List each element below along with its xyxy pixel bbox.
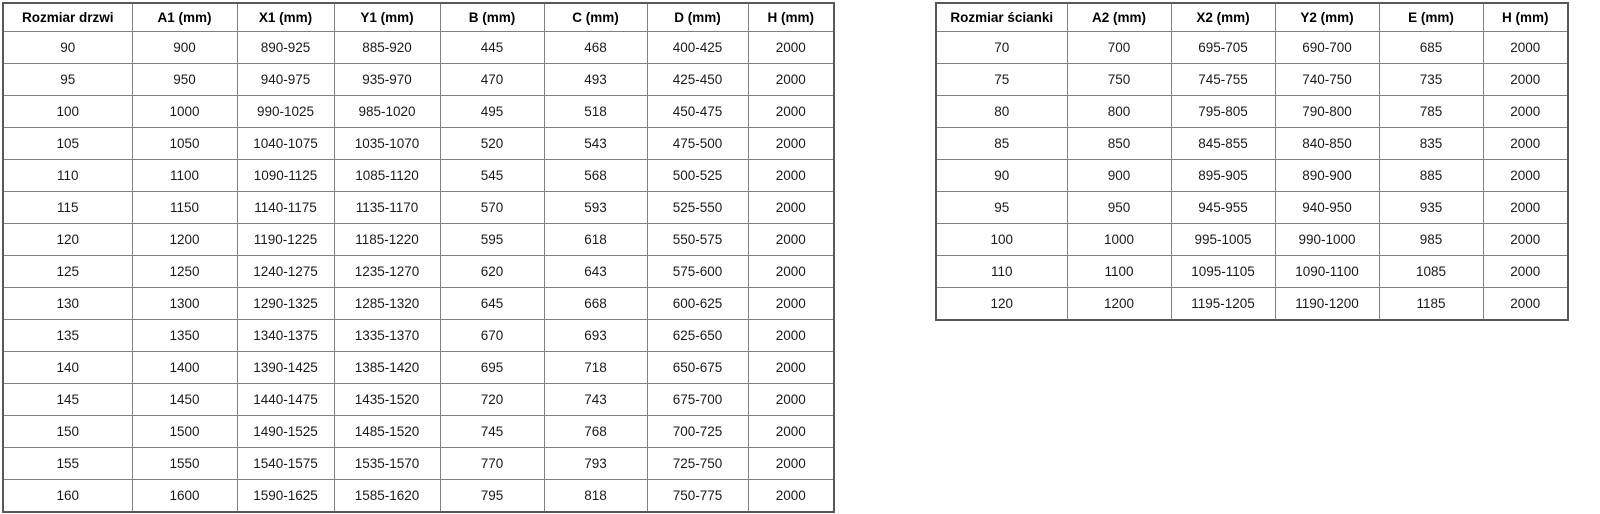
table-cell: 568 xyxy=(544,160,647,192)
table-cell: 2000 xyxy=(748,480,834,513)
table-cell: 1195-1205 xyxy=(1171,288,1275,321)
table-cell: 470 xyxy=(440,64,544,96)
table-cell: 595 xyxy=(440,224,544,256)
table-cell: 575-600 xyxy=(647,256,748,288)
table-cell: 885-920 xyxy=(334,32,440,64)
table-cell: 770 xyxy=(440,448,544,480)
table-cell: 550-575 xyxy=(647,224,748,256)
table-row xyxy=(3,96,834,128)
table-cell: 2000 xyxy=(748,64,834,96)
table-cell: 525-550 xyxy=(647,192,748,224)
column-header: A2 (mm) xyxy=(1067,3,1171,32)
table-cell: 125 xyxy=(3,256,132,288)
table-cell: 1100 xyxy=(132,160,237,192)
table-cell: 1200 xyxy=(1067,288,1171,321)
table-cell: 2000 xyxy=(748,256,834,288)
table-cell: 2000 xyxy=(1483,224,1568,256)
table-row xyxy=(3,288,834,320)
table-cell: 593 xyxy=(544,192,647,224)
table-cell: 675-700 xyxy=(647,384,748,416)
column-header: E (mm) xyxy=(1379,3,1483,32)
table-cell: 643 xyxy=(544,256,647,288)
table-cell: 935-970 xyxy=(334,64,440,96)
table-cell: 400-425 xyxy=(647,32,748,64)
table-cell: 445 xyxy=(440,32,544,64)
table-cell: 618 xyxy=(544,224,647,256)
table-cell: 750-775 xyxy=(647,480,748,513)
table-cell: 75 xyxy=(936,64,1067,96)
table-cell: 1150 xyxy=(132,192,237,224)
table-cell: 1200 xyxy=(132,224,237,256)
table-cell: 135 xyxy=(3,320,132,352)
table-cell: 668 xyxy=(544,288,647,320)
table-cell: 1340-1375 xyxy=(237,320,334,352)
table-cell: 425-450 xyxy=(647,64,748,96)
table-cell: 100 xyxy=(3,96,132,128)
table-cell: 70 xyxy=(936,32,1067,64)
table-cell: 2000 xyxy=(748,224,834,256)
table-cell: 900 xyxy=(1067,160,1171,192)
table-cell: 835 xyxy=(1379,128,1483,160)
table-cell: 985 xyxy=(1379,224,1483,256)
table-cell: 745-755 xyxy=(1171,64,1275,96)
table-cell: 543 xyxy=(544,128,647,160)
table-cell: 600-625 xyxy=(647,288,748,320)
table-cell: 1140-1175 xyxy=(237,192,334,224)
table-cell: 495 xyxy=(440,96,544,128)
table-cell: 115 xyxy=(3,192,132,224)
table-cell: 995-1005 xyxy=(1171,224,1275,256)
column-header: B (mm) xyxy=(440,3,544,32)
table-cell: 2000 xyxy=(1483,32,1568,64)
column-header: X1 (mm) xyxy=(237,3,334,32)
table-cell: 650-675 xyxy=(647,352,748,384)
table-cell: 1085 xyxy=(1379,256,1483,288)
table-cell: 1100 xyxy=(1067,256,1171,288)
table-cell: 1290-1325 xyxy=(237,288,334,320)
table-cell: 1185 xyxy=(1379,288,1483,321)
table-cell: 695 xyxy=(440,352,544,384)
table-cell: 743 xyxy=(544,384,647,416)
table-cell: 450-475 xyxy=(647,96,748,128)
column-header: X2 (mm) xyxy=(1171,3,1275,32)
table-cell: 850 xyxy=(1067,128,1171,160)
table-cell: 1285-1320 xyxy=(334,288,440,320)
table-cell: 150 xyxy=(3,416,132,448)
table-cell: 1550 xyxy=(132,448,237,480)
table-cell: 945-955 xyxy=(1171,192,1275,224)
table-row xyxy=(936,224,1568,256)
column-header: Rozmiar ścianki xyxy=(936,3,1067,32)
table-cell: 1000 xyxy=(132,96,237,128)
table-row xyxy=(3,224,834,256)
table-cell: 1335-1370 xyxy=(334,320,440,352)
table-cell: 940-950 xyxy=(1275,192,1379,224)
table-cell: 1590-1625 xyxy=(237,480,334,513)
table-cell: 750 xyxy=(1067,64,1171,96)
table-cell: 985-1020 xyxy=(334,96,440,128)
table-cell: 1190-1200 xyxy=(1275,288,1379,321)
table-cell: 1185-1220 xyxy=(334,224,440,256)
table-cell: 718 xyxy=(544,352,647,384)
table-cell: 700 xyxy=(1067,32,1171,64)
wall-sizes-table xyxy=(935,2,1569,321)
table-row xyxy=(936,32,1568,64)
table-cell: 2000 xyxy=(748,32,834,64)
table-cell: 1435-1520 xyxy=(334,384,440,416)
table-cell: 1000 xyxy=(1067,224,1171,256)
table-cell: 990-1000 xyxy=(1275,224,1379,256)
table-cell: 790-800 xyxy=(1275,96,1379,128)
table-cell: 1040-1075 xyxy=(237,128,334,160)
door-sizes-table xyxy=(2,2,835,513)
table-cell: 845-855 xyxy=(1171,128,1275,160)
table-cell: 1450 xyxy=(132,384,237,416)
table-cell: 95 xyxy=(3,64,132,96)
header-row xyxy=(3,3,834,32)
table-cell: 2000 xyxy=(1483,160,1568,192)
table-cell: 2000 xyxy=(748,384,834,416)
table-row xyxy=(936,160,1568,192)
table-cell: 885 xyxy=(1379,160,1483,192)
table-cell: 155 xyxy=(3,448,132,480)
table-cell: 935 xyxy=(1379,192,1483,224)
table-cell: 1350 xyxy=(132,320,237,352)
table-cell: 1095-1105 xyxy=(1171,256,1275,288)
table-cell: 1385-1420 xyxy=(334,352,440,384)
table-cell: 85 xyxy=(936,128,1067,160)
table-cell: 1400 xyxy=(132,352,237,384)
table-cell: 1490-1525 xyxy=(237,416,334,448)
table-row xyxy=(3,416,834,448)
table-cell: 1240-1275 xyxy=(237,256,334,288)
table-row xyxy=(3,384,834,416)
column-header: A1 (mm) xyxy=(132,3,237,32)
table-cell: 2000 xyxy=(1483,192,1568,224)
table-cell: 793 xyxy=(544,448,647,480)
header-row xyxy=(936,3,1568,32)
table-cell: 818 xyxy=(544,480,647,513)
table-cell: 1300 xyxy=(132,288,237,320)
table-cell: 518 xyxy=(544,96,647,128)
table-cell: 90 xyxy=(936,160,1067,192)
table-row xyxy=(936,256,1568,288)
table-cell: 795 xyxy=(440,480,544,513)
table-row xyxy=(3,64,834,96)
table-cell: 2000 xyxy=(1483,128,1568,160)
table-cell: 2000 xyxy=(748,352,834,384)
table-cell: 520 xyxy=(440,128,544,160)
table-cell: 890-925 xyxy=(237,32,334,64)
table-cell: 120 xyxy=(3,224,132,256)
table-cell: 1390-1425 xyxy=(237,352,334,384)
table-cell: 475-500 xyxy=(647,128,748,160)
table-cell: 693 xyxy=(544,320,647,352)
table-cell: 2000 xyxy=(1483,96,1568,128)
table-cell: 695-705 xyxy=(1171,32,1275,64)
table-cell: 2000 xyxy=(1483,256,1568,288)
column-header: H (mm) xyxy=(748,3,834,32)
table-cell: 140 xyxy=(3,352,132,384)
table-cell: 100 xyxy=(936,224,1067,256)
table-cell: 1035-1070 xyxy=(334,128,440,160)
table-cell: 468 xyxy=(544,32,647,64)
table-cell: 1585-1620 xyxy=(334,480,440,513)
table-cell: 900 xyxy=(132,32,237,64)
table-row xyxy=(3,480,834,513)
table-cell: 130 xyxy=(3,288,132,320)
table-row xyxy=(936,288,1568,321)
table-cell: 1135-1170 xyxy=(334,192,440,224)
table-row xyxy=(3,128,834,160)
table-cell: 1190-1225 xyxy=(237,224,334,256)
column-header: H (mm) xyxy=(1483,3,1568,32)
table-cell: 1440-1475 xyxy=(237,384,334,416)
table-cell: 1500 xyxy=(132,416,237,448)
table-cell: 2000 xyxy=(748,416,834,448)
table-cell: 2000 xyxy=(748,448,834,480)
table-cell: 545 xyxy=(440,160,544,192)
column-header: D (mm) xyxy=(647,3,748,32)
table-cell: 120 xyxy=(936,288,1067,321)
table-cell: 950 xyxy=(132,64,237,96)
table-cell: 800 xyxy=(1067,96,1171,128)
table-cell: 990-1025 xyxy=(237,96,334,128)
table-row xyxy=(3,320,834,352)
table-cell: 493 xyxy=(544,64,647,96)
table-cell: 1600 xyxy=(132,480,237,513)
table-cell: 840-850 xyxy=(1275,128,1379,160)
table-cell: 1235-1270 xyxy=(334,256,440,288)
table-cell: 2000 xyxy=(748,96,834,128)
table-cell: 90 xyxy=(3,32,132,64)
table-cell: 1090-1125 xyxy=(237,160,334,192)
table-cell: 895-905 xyxy=(1171,160,1275,192)
table-cell: 2000 xyxy=(748,160,834,192)
table-cell: 690-700 xyxy=(1275,32,1379,64)
table-cell: 95 xyxy=(936,192,1067,224)
table-cell: 645 xyxy=(440,288,544,320)
table-cell: 1050 xyxy=(132,128,237,160)
table-cell: 145 xyxy=(3,384,132,416)
table-cell: 1535-1570 xyxy=(334,448,440,480)
table-cell: 1540-1575 xyxy=(237,448,334,480)
table-row xyxy=(936,64,1568,96)
table-cell: 570 xyxy=(440,192,544,224)
table-cell: 80 xyxy=(936,96,1067,128)
column-header: Y2 (mm) xyxy=(1275,3,1379,32)
table-row xyxy=(3,32,834,64)
table-cell: 1250 xyxy=(132,256,237,288)
table-row xyxy=(3,160,834,192)
table-cell: 700-725 xyxy=(647,416,748,448)
table-cell: 2000 xyxy=(748,192,834,224)
table-cell: 745 xyxy=(440,416,544,448)
table-cell: 890-900 xyxy=(1275,160,1379,192)
table-cell: 740-750 xyxy=(1275,64,1379,96)
table-cell: 795-805 xyxy=(1171,96,1275,128)
table-cell: 720 xyxy=(440,384,544,416)
table-cell: 2000 xyxy=(748,288,834,320)
table-cell: 500-525 xyxy=(647,160,748,192)
table-cell: 940-975 xyxy=(237,64,334,96)
column-header: Y1 (mm) xyxy=(334,3,440,32)
table-cell: 735 xyxy=(1379,64,1483,96)
table-cell: 670 xyxy=(440,320,544,352)
table-row xyxy=(3,352,834,384)
table-cell: 1485-1520 xyxy=(334,416,440,448)
table-cell: 160 xyxy=(3,480,132,513)
table-cell: 2000 xyxy=(1483,288,1568,321)
table-cell: 1085-1120 xyxy=(334,160,440,192)
table-row xyxy=(936,192,1568,224)
table-cell: 1090-1100 xyxy=(1275,256,1379,288)
column-header: C (mm) xyxy=(544,3,647,32)
table-row xyxy=(3,448,834,480)
table-row xyxy=(936,96,1568,128)
table-cell: 768 xyxy=(544,416,647,448)
table-cell: 110 xyxy=(3,160,132,192)
table-row xyxy=(3,192,834,224)
table-cell: 620 xyxy=(440,256,544,288)
table-cell: 105 xyxy=(3,128,132,160)
table-cell: 625-650 xyxy=(647,320,748,352)
table-cell: 685 xyxy=(1379,32,1483,64)
table-cell: 2000 xyxy=(748,320,834,352)
table-cell: 2000 xyxy=(748,128,834,160)
table-row xyxy=(3,256,834,288)
table-row xyxy=(936,128,1568,160)
table-cell: 2000 xyxy=(1483,64,1568,96)
table-cell: 785 xyxy=(1379,96,1483,128)
table-cell: 950 xyxy=(1067,192,1171,224)
table-cell: 110 xyxy=(936,256,1067,288)
table-cell: 725-750 xyxy=(647,448,748,480)
column-header: Rozmiar drzwi xyxy=(3,3,132,32)
